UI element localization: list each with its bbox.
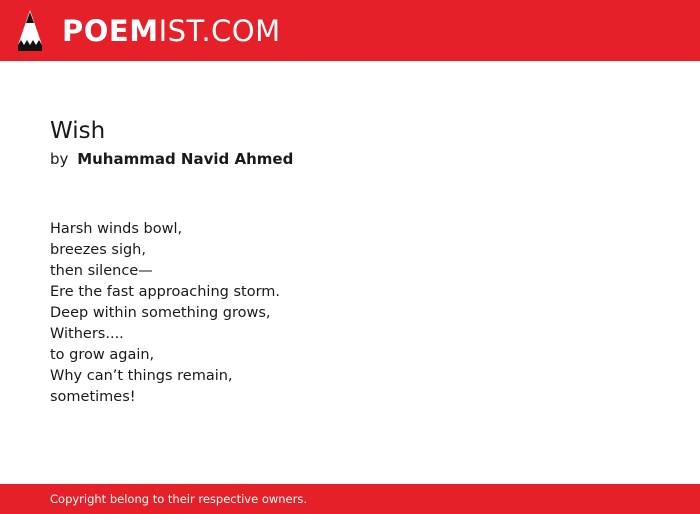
poem-line: then silence— xyxy=(50,263,153,279)
site-footer xyxy=(0,484,700,514)
author-name: Muhammad Navid Ahmed xyxy=(77,150,294,168)
site-logo-link[interactable] xyxy=(62,11,281,51)
poem-body xyxy=(50,219,280,408)
poem-title: Wish xyxy=(50,118,106,144)
poem-line: Withers.... xyxy=(50,326,124,342)
byline-label: by xyxy=(50,150,69,168)
brand-light-text: IST.COM xyxy=(158,14,281,48)
poem-line: Ere the fast approaching storm. xyxy=(50,284,281,300)
poem-line: breezes sigh, xyxy=(50,242,146,258)
copyright-text: Copyright belong to their respective owners. xyxy=(50,492,308,506)
byline xyxy=(50,148,293,170)
pencil-nib-icon xyxy=(17,9,43,52)
poem-line: Why can’t things remain, xyxy=(50,368,233,384)
poem-line: Deep within something grows, xyxy=(50,305,271,321)
brand-bold-text: POEM xyxy=(62,14,159,48)
poem-line: Harsh winds bowl, xyxy=(50,221,183,237)
site-header xyxy=(0,0,700,61)
poem-line: sometimes! xyxy=(50,389,136,405)
poem-line: to grow again, xyxy=(50,347,155,363)
